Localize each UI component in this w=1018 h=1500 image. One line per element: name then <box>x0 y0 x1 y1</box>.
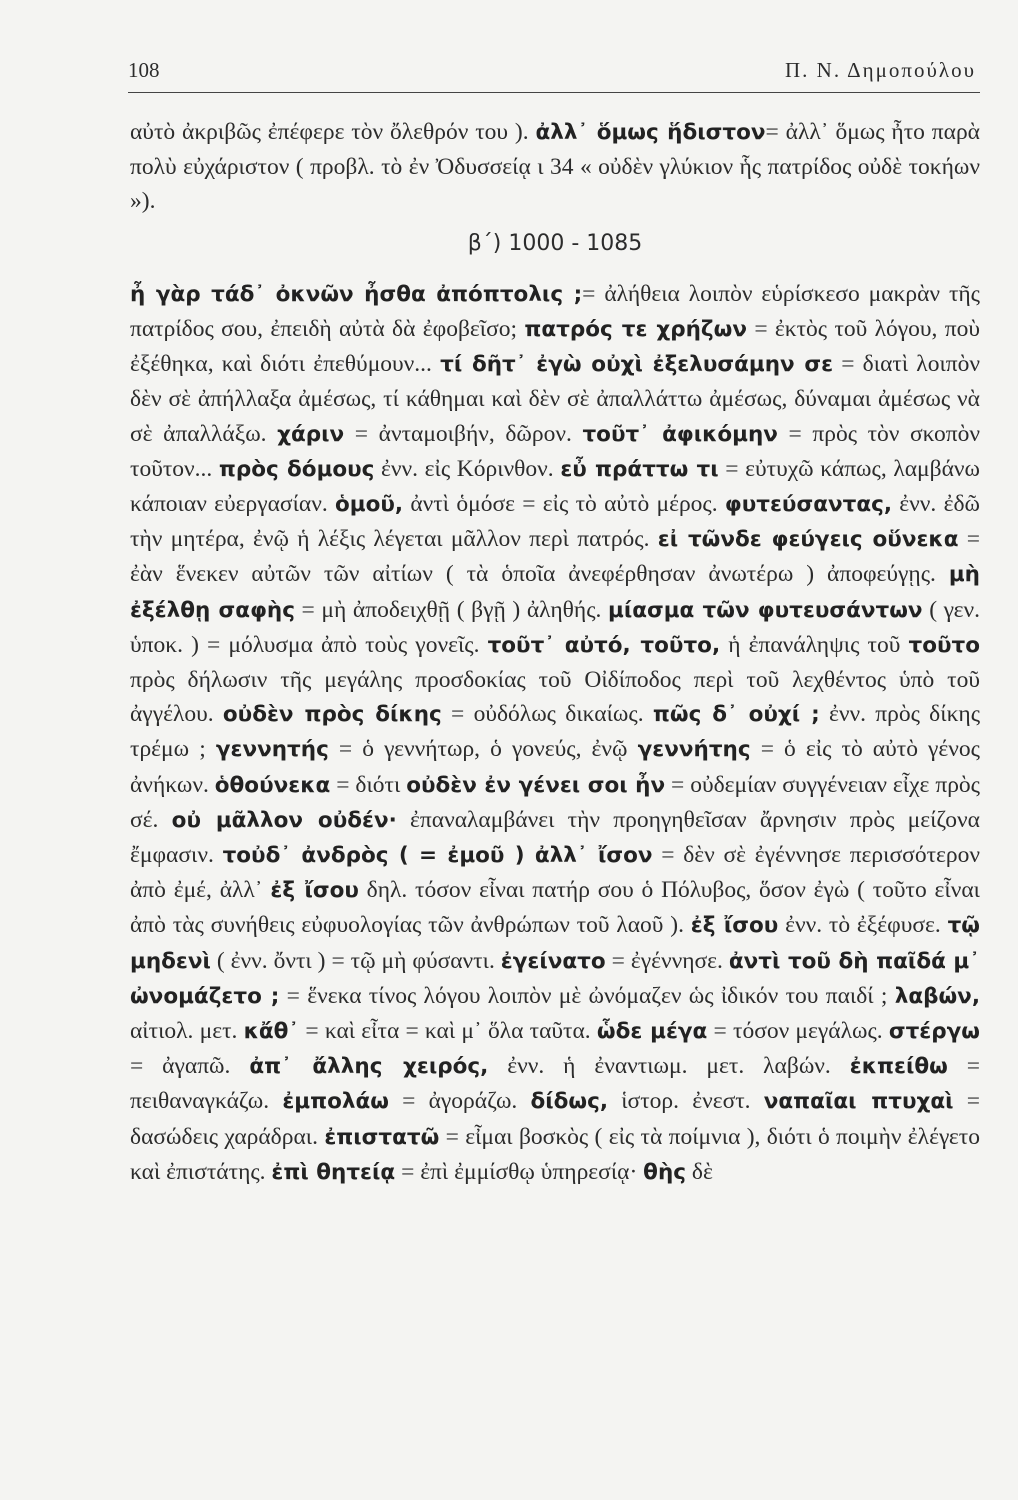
commentary-gloss: = διότι <box>330 771 407 798</box>
commentary-lemma: πῶς δ᾽ οὐχί ; <box>652 702 820 728</box>
commentary-gloss: αἰτιολ. μετ. <box>130 1018 244 1045</box>
commentary-lemma: ἐπιστατῶ <box>324 1124 440 1150</box>
commentary-gloss: ἀντὶ ὁμόσε = εἰς τὸ αὐτὸ μέρος. <box>403 491 725 518</box>
commentary-gloss: δηλ. τόσον εἶναι πατήρ σου ὁ Πόλυβος, ὅσον ἐγὼ ( τοῦτο εἶναι ἀπὸ τὰς συνήθεις εὐφυολογίας τῶν ἀνθρώπων τοῦ λαοῦ ). <box>130 877 980 939</box>
commentary-gloss: = εἶμαι βοσκὸς ( εἰς τὰ ποίμνια ), διότι ὁ ποιμὴν ἐλέγετο καὶ ἐπιστάτης. <box>130 1123 980 1185</box>
page-number: 108 <box>128 58 160 82</box>
commentary-lemma: ἦ γὰρ τάδ᾽ ὀκνῶν ἦσθα ἀπόπτολις ; <box>130 281 583 307</box>
commentary-lemma: μίασμα τῶν φυτευσάντων <box>608 597 923 623</box>
intro-text-1: αὐτὸ ἀκριβῶς ἐπέφερε τὸν ὄλεθρόν του ). <box>130 119 536 145</box>
commentary-lemma: τῷ μηδενὶ <box>130 913 980 974</box>
commentary-gloss: = διατὶ λοιπὸν δὲν σὲ ἀπήλλαξα ἀμέσως, τί κάθημαι καὶ δὲν σὲ ἀπαλλάττω ἀμέσως, δύναμαι ἀμέσως νὰ σὲ ἀπαλλάξω. <box>130 351 981 447</box>
commentary-gloss: = δὲν σὲ ἐγέννησε περισσότερον ἀπὸ ἐμέ, ἀλλ᾽ <box>130 842 980 904</box>
intro-paragraph <box>130 115 980 219</box>
commentary-lemma: τοῦτ᾽ αὐτό, τοῦτο, <box>487 632 721 658</box>
page-body <box>130 115 980 1190</box>
commentary-lemma: πατρός τε χρήζων <box>524 317 747 343</box>
commentary-gloss: ἐπαναλαμβάνει τὴν προηγηθεῖσαν ἄρνησιν πρὸς μείζονα ἔμφασιν. <box>130 806 980 869</box>
commentary-lemma: ὁθούνεκα <box>214 772 331 798</box>
intro-text-2: = ἀλλ᾽ ὅμως ἦτο παρὰ πολὺ εὐχάριστον ( προβλ. τὸ ἐν Ὀδυσσείᾳ ι 34 « οὐδὲν γλύκιον ἧς πατρίδος οὐδὲ τοκήων »). <box>130 119 980 215</box>
commentary-lemma: λαβών, <box>894 983 980 1009</box>
commentary-gloss: = ὁ εἰς τὸ αὐτὸ γένος ἀνήκων. <box>130 736 980 798</box>
commentary-lemma: τοῦτο <box>908 632 980 658</box>
commentary-gloss: = ἐπὶ ἐμμίσθῳ ὑπηρεσίᾳ· <box>395 1158 644 1185</box>
commentary-lemma: οὐδὲν ἐν γένει σοι ἦν <box>406 772 666 798</box>
commentary-lemma: ἐμπολάω <box>282 1089 389 1115</box>
commentary-lemma: ναπαῖαι πτυχαὶ <box>763 1089 954 1115</box>
commentary-gloss: πρὸς δήλωσιν τῆς μεγάλης προσδοκίας τοῦ Οἰδίποδος περὶ τοῦ λεχθέντος ὑπὸ τοῦ ἀγγέλου. <box>130 667 980 728</box>
commentary-lemma: στέργω <box>888 1019 980 1045</box>
commentary-lemma: κἄθ᾽ <box>243 1019 300 1045</box>
commentary-lemma: εἰ τῶνδε φεύγεις οὕνεκα <box>657 527 959 553</box>
commentary-lemma: δίδως, <box>530 1089 609 1115</box>
running-head-author: Π. Ν. Δημοπούλου <box>785 58 976 82</box>
commentary-gloss: ( ἐνν. ὄντι ) = τῷ μὴ φύσαντι. <box>210 947 501 974</box>
commentary-gloss: = ἐγέννησε. <box>605 947 729 974</box>
commentary-gloss: ἡ ἐπανάληψις τοῦ <box>720 631 909 658</box>
commentary-gloss: = οὐδεμίαν συγγένειαν εἶχε πρὸς σέ. <box>130 771 980 833</box>
commentary-gloss: = ἀγοράζω. <box>388 1088 531 1115</box>
commentary-gloss: = ὁ γεννήτωρ, ὁ γονεύς, ἐνῷ <box>328 736 638 763</box>
commentary-lemma: τοῦτ᾽ ἀφικόμην <box>582 421 778 447</box>
commentary-lemma: οὐδὲν πρὸς δίκης <box>222 702 442 728</box>
commentary-lemma: πρὸς δόμους <box>218 456 375 482</box>
commentary-lemma: ἐξ ἴσου <box>690 913 779 939</box>
commentary-gloss: ἐνν. ἡ ἐναντιωμ. μετ. λαβών. <box>488 1053 850 1080</box>
commentary-gloss: = ἐὰν ἕνεκεν αὐτῶν τῶν αἰτίων ( τὰ ὁποῖα ἀνεφέρθησαν ἀνωτέρω ) ἀποφεύγῃς. <box>130 526 980 588</box>
commentary-gloss: = καὶ εἶτα = καὶ μ᾽ ὅλα ταῦτα. <box>299 1018 597 1045</box>
commentary-lemma: ἐξ ἴσου <box>270 878 359 904</box>
commentary-gloss: = ἕνεκα τίνος λόγου λοιπὸν μὲ ὠνόμαζεν ὡς ἰδικόν του παιδί ; <box>279 982 895 1009</box>
commentary-lemma: ἀντὶ τοῦ δὴ παῖδά μ᾽ ὠνομάζετο ; <box>130 948 980 1009</box>
commentary-gloss: = πρὸς τὸν σκοπὸν τοῦτον... <box>130 420 980 482</box>
intro-lemma: ἀλλ᾽ ὅμως ἥδιστον <box>535 120 766 145</box>
commentary-gloss: = ἀνταμοιβήν, δῶρον. <box>344 420 583 447</box>
commentary-lemma: ἀπ᾽ ἄλλης χειρός, <box>249 1054 489 1080</box>
commentary-lemma: τί δῆτ᾽ ἐγὼ οὐχὶ ἐξελυσάμην σε <box>440 352 834 378</box>
commentary-lemma: θὴς <box>643 1159 686 1185</box>
page-header <box>128 52 980 93</box>
commentary-gloss: δὲ <box>686 1158 713 1185</box>
commentary-lemma: φυτεύσαντας, <box>724 492 893 518</box>
commentary-lemma: ὁμοῦ, <box>335 492 404 518</box>
commentary-lemma: χάριν <box>277 421 345 447</box>
commentary-gloss: ἱστορ. ἐνεστ. <box>608 1088 764 1115</box>
commentary-gloss: = εὐτυχῶ κάπως, λαμβάνω κάποιαν εὐεργασίαν. <box>130 455 980 518</box>
commentary-lemma: ἐγείνατο <box>500 948 606 974</box>
commentary-lemma: τοὐδ᾽ ἀνδρὸς ( = ἐμοῦ ) ἀλλ᾽ ἴσον <box>222 843 653 869</box>
commentary-gloss: ( γεν. ὑποκ. ) = μόλυσμα ἀπὸ τοὺς γονεῖς. <box>130 596 980 658</box>
section-heading: β΄) 1000 - 1085 <box>467 230 643 256</box>
commentary-lemma: γεννητής <box>215 737 329 763</box>
commentary-gloss: ἐνν. ἐδῶ τὴν μητέρα, ἐνῷ ἡ λέξις λέγεται μᾶλλον περὶ πατρός. <box>130 491 980 553</box>
commentary-lemma: γεννήτης <box>637 737 751 763</box>
commentary-lemma: ἐπὶ θητείᾳ <box>271 1159 396 1185</box>
commentary-gloss: = τόσον μεγάλως. <box>707 1018 889 1045</box>
commentary-paragraph <box>130 277 980 1190</box>
commentary-gloss: = οὐδόλως δικαίως. <box>441 701 653 728</box>
commentary-gloss: = πειθαναγκάζω. <box>130 1053 980 1115</box>
commentary-lemma: ἐκπείθω <box>849 1054 948 1080</box>
commentary-lemma: ὧδε μέγα <box>596 1019 708 1045</box>
commentary-lemma: μὴ ἐξέλθῃ σαφὴς <box>130 562 980 623</box>
commentary-lemma: οὐ μᾶλλον οὐδέν· <box>171 807 397 833</box>
commentary-gloss: ἐνν. τὸ ἐξέφυσε. <box>778 912 948 939</box>
commentary-gloss: = ἀγαπῶ. <box>130 1053 250 1080</box>
commentary-gloss: ἐνν. πρὸς δίκης τρέμω ; <box>130 701 981 763</box>
commentary-gloss: = μὴ ἀποδειχθῇ ( βγῇ ) ἀληθής. <box>294 596 608 623</box>
commentary-gloss: = δασώδεις χαράδραι. <box>130 1088 980 1150</box>
commentary-lemma: εὖ πράττω τι <box>560 456 719 482</box>
commentary-gloss: ἐνν. εἰς Κόρινθον. <box>374 455 561 482</box>
commentary-gloss: = ἐκτὸς τοῦ λόγου, ποὺ ἐξέθηκα, καὶ διότι ἐπεθύμουν... <box>130 316 980 378</box>
commentary-gloss: = ἀλήθεια λοιπὸν εὑρίσκεσο μακρὰν τῆς πατρίδος σου, ἐπειδὴ αὐτὰ δὰ ἐφοβεῖσο; <box>130 280 980 343</box>
